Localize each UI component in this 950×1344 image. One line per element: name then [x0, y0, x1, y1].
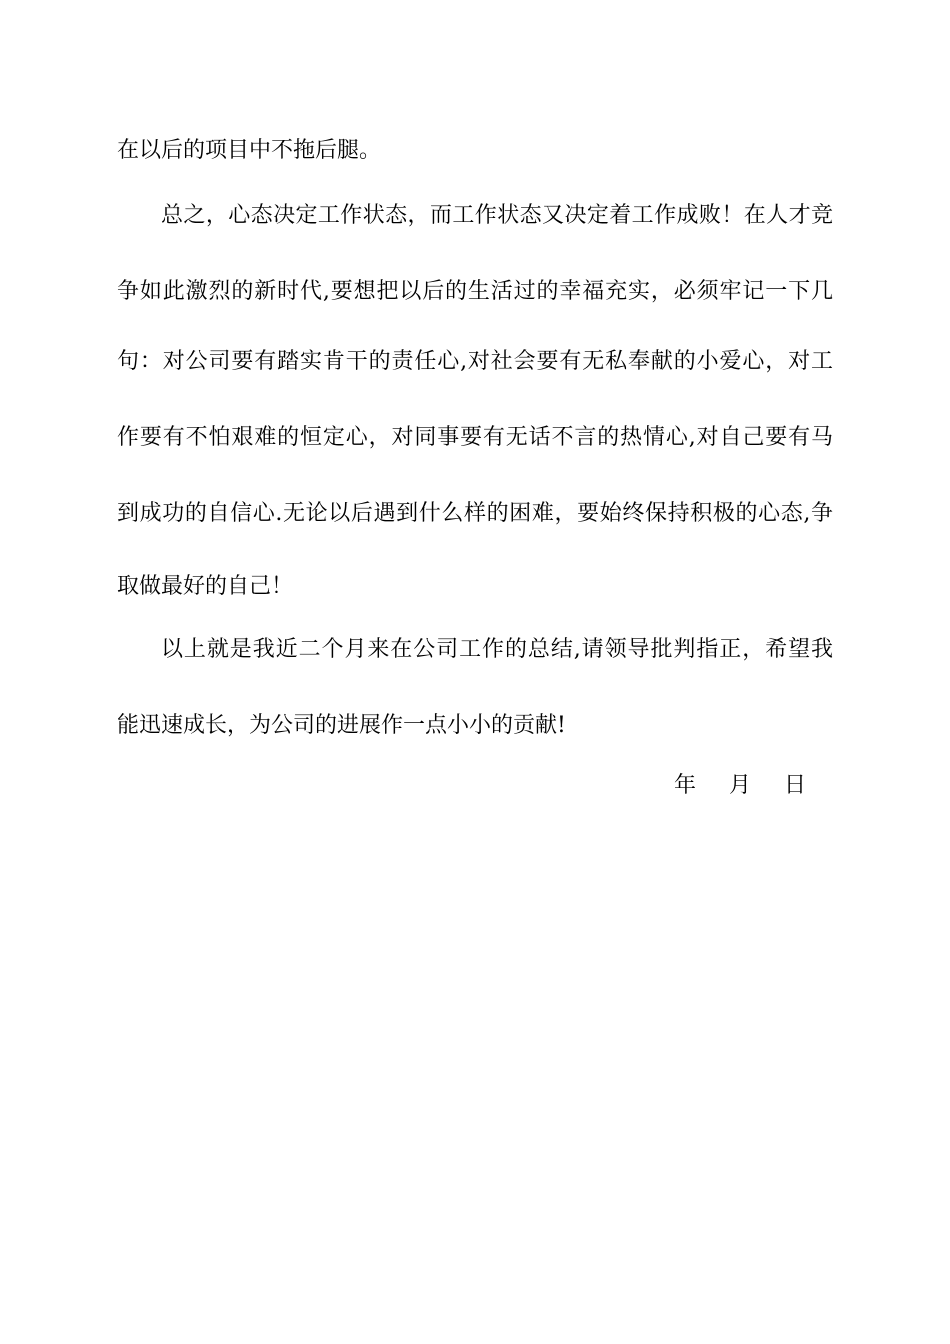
date-day: 日 [784, 773, 807, 798]
paragraph-line-2: 总之，心态决定工作状态，而工作状态又决定着工作成败！在人才竞 [161, 203, 833, 228]
paragraph-line-1: 在以后的项目中不拖后腿。 [117, 138, 382, 163]
signature-date [674, 772, 814, 800]
date-month: 月 [729, 773, 752, 798]
paragraph-line-6: 到成功的自信心.无论以后遇到什么样的困难，要始终保持积极的心态,争 [117, 501, 833, 526]
date-year: 年 [674, 773, 697, 798]
paragraph-line-3: 争如此激烈的新时代,要想把以后的生活过的幸福充实，必须牢记一下几 [117, 279, 833, 304]
paragraph-line-4: 句：对公司要有踏实肯干的责任心,对社会要有无私奉献的小爱心，对工 [117, 349, 833, 374]
paragraph-line-9: 能迅速成长，为公司的进展作一点小小的贡献! [117, 713, 566, 738]
paragraph-line-7: 取做最好的自己！ [117, 574, 294, 599]
paragraph-line-5: 作要有不怕艰难的恒定心，对同事要有无话不言的热情心,对自己要有马 [117, 425, 833, 450]
paragraph-line-8: 以上就是我近二个月来在公司工作的总结,请领导批判指正，希望我 [161, 637, 833, 662]
